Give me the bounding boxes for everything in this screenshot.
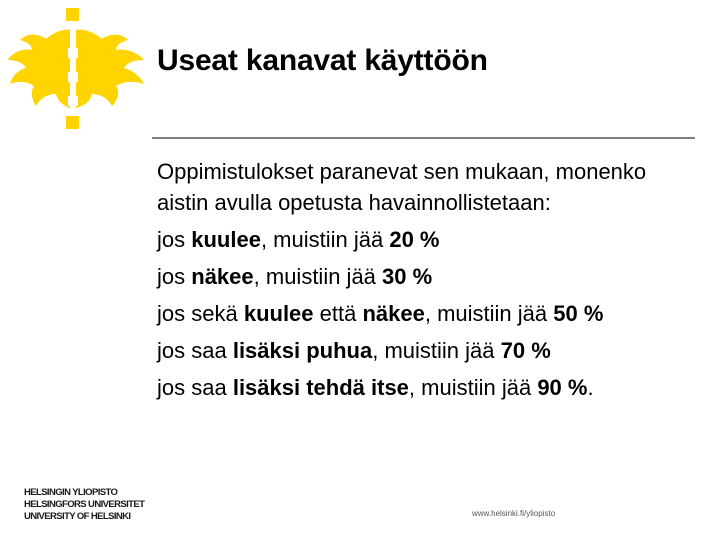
body-line-1	[157, 158, 707, 185]
body-line-7	[157, 374, 707, 401]
emphasis-text: lisäksi tehdä itse	[232, 375, 409, 400]
emphasis-text: 20 %	[389, 227, 440, 252]
body-text: jos saa	[157, 338, 233, 363]
emphasis-text: kuulee	[191, 227, 261, 252]
emphasis-text: 90 %	[537, 375, 588, 400]
university-flame-logo-icon	[6, 4, 156, 144]
body-text: jos	[157, 227, 192, 252]
body-text: jos sekä	[157, 301, 244, 326]
university-name-fi: HELSINGIN YLIOPISTO	[24, 487, 118, 498]
body-text: , muistiin jää	[372, 338, 501, 363]
body-text: Oppimistulokset paranevat sen mukaan, monenko	[157, 159, 647, 184]
body-text: että	[313, 301, 363, 326]
body-text: , muistiin jää	[424, 301, 554, 326]
body-line-3	[157, 226, 707, 253]
body-text: , muistiin jää	[260, 227, 390, 252]
slide-body	[157, 158, 707, 411]
body-text: , muistiin jää	[253, 264, 383, 289]
university-name-en: UNIVERSITY OF HELSINKI	[24, 511, 131, 522]
emphasis-text: 70 %	[500, 338, 551, 363]
slide-title: Useat kanavat käyttöön	[157, 44, 488, 77]
emphasis-text: näkee	[191, 264, 254, 289]
body-text: aistin avulla opetusta havainnollistetaan:	[157, 190, 551, 215]
emphasis-text: lisäksi puhua	[232, 338, 373, 363]
body-text: , muistiin jää	[408, 375, 538, 400]
body-line-6	[157, 337, 707, 364]
footer-url: www.helsinki.fi/yliopisto	[472, 509, 556, 518]
university-name-sv: HELSINGFORS UNIVERSITET	[24, 499, 145, 510]
body-line-4	[157, 263, 707, 290]
university-name-block	[24, 487, 144, 523]
emphasis-text: kuulee	[243, 301, 314, 326]
body-line-2	[157, 189, 707, 216]
title-divider	[152, 137, 695, 139]
emphasis-text: näkee	[362, 301, 425, 326]
emphasis-text: 30 %	[382, 264, 433, 289]
body-text: jos	[157, 264, 192, 289]
body-text: .	[587, 375, 594, 400]
body-line-5	[157, 300, 707, 327]
emphasis-text: 50 %	[553, 301, 604, 326]
body-text: jos saa	[157, 375, 233, 400]
